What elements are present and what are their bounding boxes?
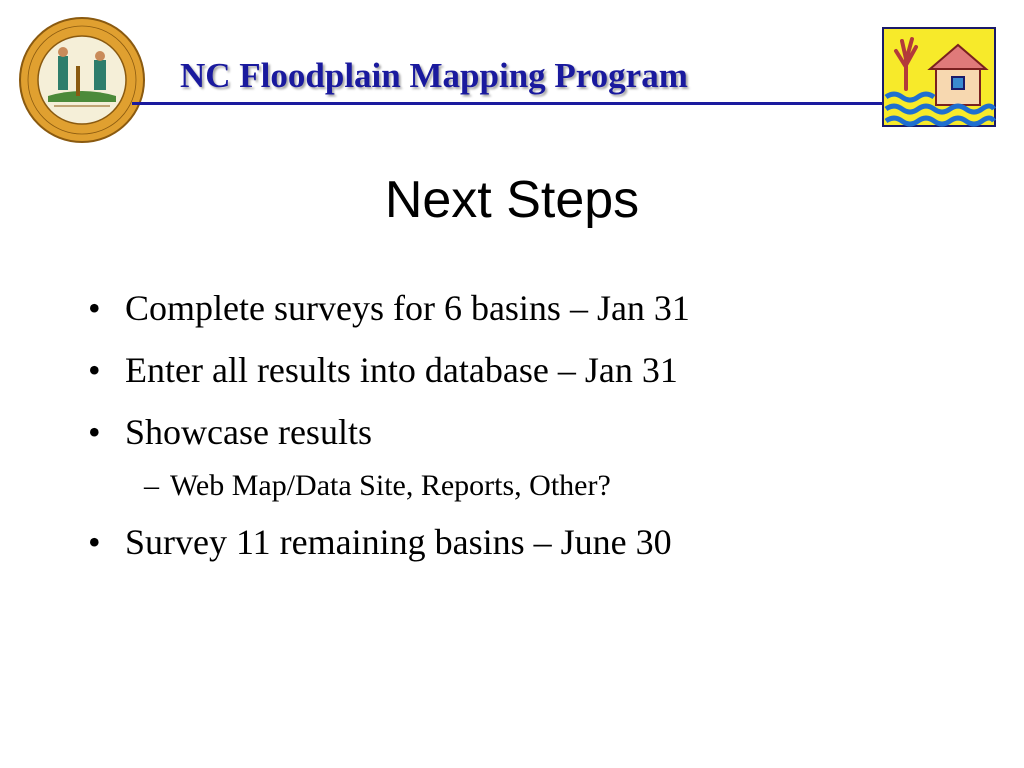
- bullet-dot-icon: •: [88, 412, 101, 452]
- program-title: NC Floodplain Mapping Program: [180, 56, 688, 95]
- bullet-text: Showcase results: [125, 412, 372, 452]
- bullet-text: Survey 11 remaining basins – June 30: [125, 522, 672, 562]
- slide-title: Next Steps: [384, 171, 640, 229]
- header-divider: [132, 102, 884, 105]
- bullet-dot-icon: •: [88, 522, 101, 562]
- bullet-list: [88, 288, 988, 584]
- bullet-item: [88, 412, 988, 452]
- bullet-item: [88, 350, 988, 390]
- bullet-dot-icon: •: [88, 288, 101, 328]
- sub-bullet-dash-icon: –: [144, 469, 159, 502]
- sub-bullet-item: [144, 468, 988, 504]
- bullet-item: [88, 522, 988, 562]
- bullet-item: [88, 288, 988, 328]
- floodplain-house-tree-logo-icon: [882, 27, 996, 127]
- sub-bullet-text: Web Map/Data Site, Reports, Other?: [170, 469, 611, 502]
- bullet-text: Enter all results into database – Jan 31: [125, 350, 678, 390]
- bullet-text: Complete surveys for 6 basins – Jan 31: [125, 288, 690, 328]
- nc-state-seal-icon: [18, 16, 146, 144]
- bullet-dot-icon: •: [88, 350, 101, 390]
